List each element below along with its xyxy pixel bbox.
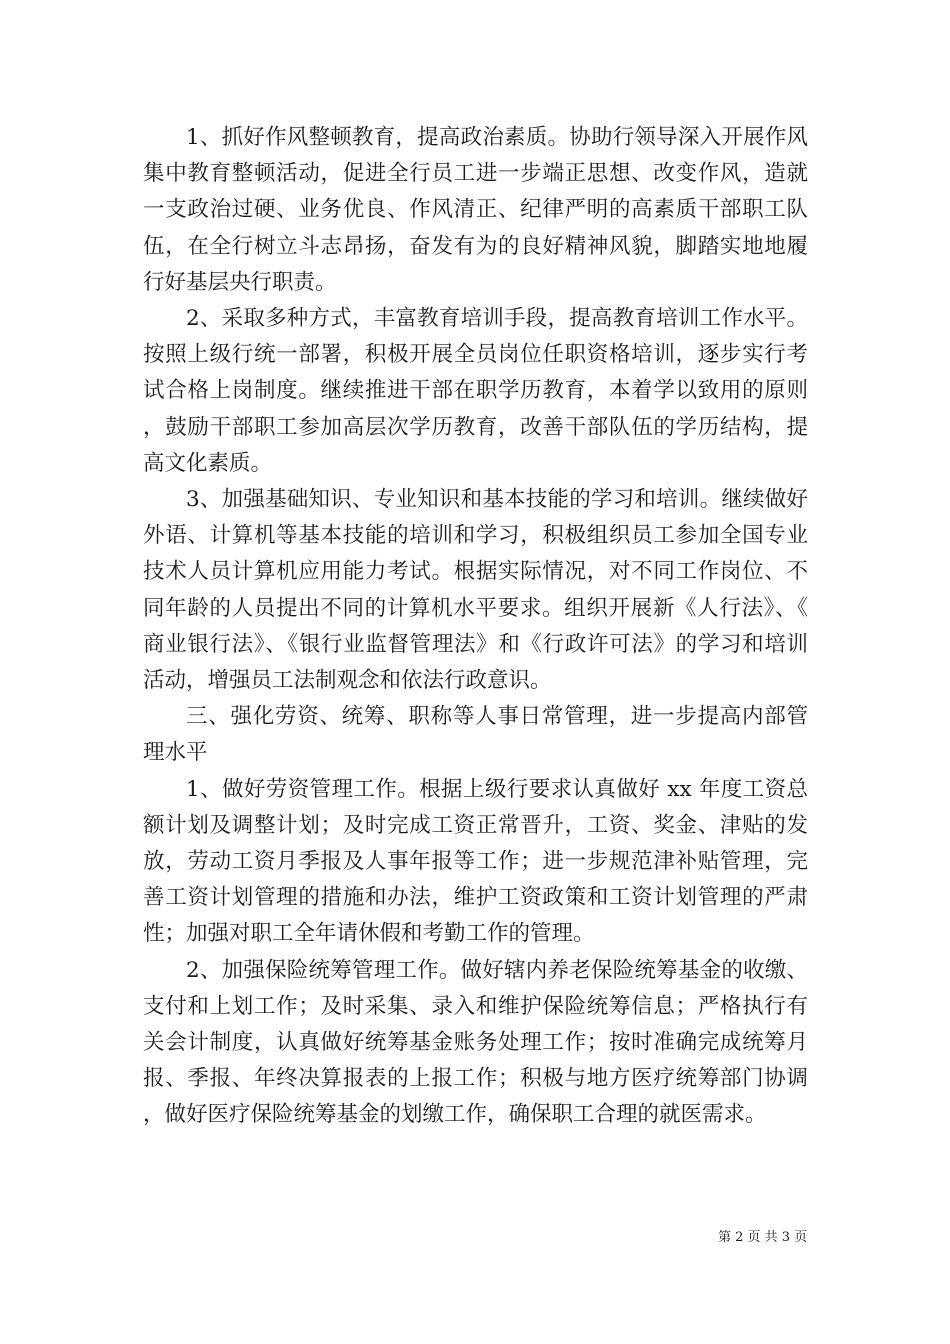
document-body [143, 120, 808, 1134]
page-number-footer: 第 2 页 共 3 页 [718, 1230, 808, 1245]
paragraph-basic-skills: 3、加强基础知识、专业知识和基本技能的学习和培训。继续做好外语、计算机等基本技能的培训和学习，积极组织员工参加全国专业技术人员计算机应用能力考试。根据实际情况，对不同工作岗位、不同年龄的人员提出不同的计算机水平要求。组织开展新《人行法》、《商业银行法》、《银行业监督管理法》和《行政许可法》的学习和培训活动，增强员工法制观念和依法行政意识。 [143, 487, 808, 694]
paragraph-work-style: 1、抓好作风整顿教育，提高政治素质。协助行领导深入开展作风集中教育整顿活动，促进全行员工进一步端正思想、改变作风，造就一支政治过硬、业务优良、作风清正、纪律严明的高素质干部职工队伍，在全行树立斗志昂扬，奋发有为的良好精神风貌，脚踏实地地履行好基层央行职责。 [143, 125, 808, 295]
paragraph-wage-management: 1、做好劳资管理工作。根据上级行要求认真做好 xx 年度工资总额计划及调整计划；及时完成工资正常晋升，工资、奖金、津贴的发放，劳动工资月季报及人事年报等工作；进一步规范津补贴管理，完善工资计划管理的措施和办法，维护工资政策和工资计划管理的严肃性；加强对职工全年请休假和考勤工作的管理。 [143, 776, 808, 947]
section-heading-personnel-management: 三、强化劳资、统筹、职称等人事日常管理，进一步提高内部管理水平 [143, 704, 808, 766]
paragraph-training-methods: 2、采取多种方式，丰富教育培训手段，提高教育培训工作水平。按照上级行统一部署，积极开展全员岗位任职资格培训，逐步实行考试合格上岗制度。继续推进干部在职学历教育，本着学以致用的原则，鼓励干部职工参加高层次学历教育，改善干部队伍的学历结构，提高文化素质。 [143, 306, 808, 476]
paragraph-insurance-management: 2、加强保险统筹管理工作。做好辖内养老保险统筹基金的收缴、支付和上划工作；及时采集、录入和维护保险统筹信息；严格执行有关会计制度，认真做好统筹基金账务处理工作；按时准确完成统筹月报、季报、年终决算报表的上报工作；积极与地方医疗统筹部门协调，做好医疗保险统筹基金的划缴工作，确保职工合理的就医需求。 [143, 957, 808, 1128]
